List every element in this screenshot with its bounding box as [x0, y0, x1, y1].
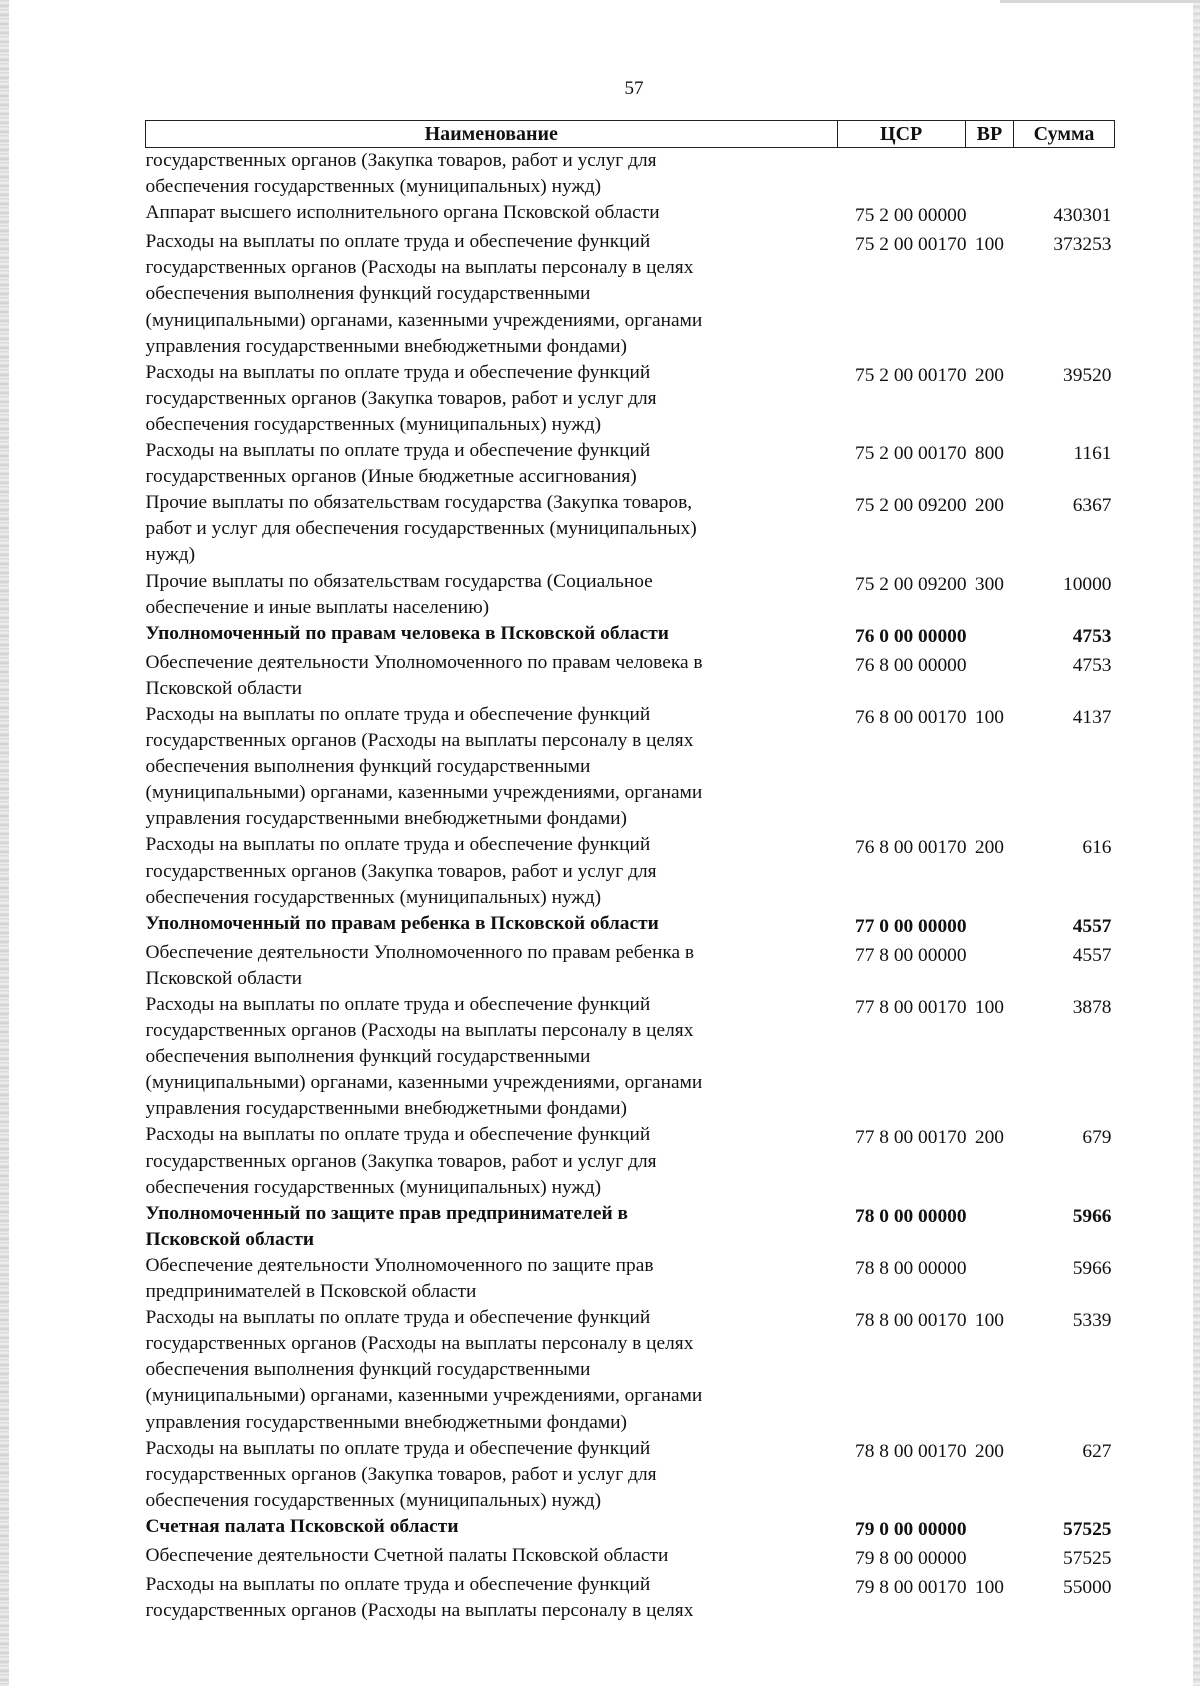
- table-row: [146, 360, 1115, 438]
- cell-sum: 3878: [1072, 997, 1112, 1018]
- cell-name-line: обеспечения государственных (муниципальных) нужд): [145, 886, 602, 908]
- cell-name-line: Расходы на выплаты по оплате труда и обеспечение функций: [145, 1437, 651, 1459]
- cell-sum: 5966: [1072, 1205, 1112, 1227]
- cell-name-line: Расходы на выплаты по оплате труда и обеспечение функций: [145, 994, 651, 1015]
- cell-name-line: (муниципальными) органами, казенными учреждениями, органами: [145, 1385, 703, 1407]
- cell-csr: 79 0 00 00000: [855, 1518, 967, 1540]
- cell-name: [146, 200, 838, 229]
- cell-name-line: Уполномоченный по защите прав предпринимателей в: [145, 1202, 628, 1224]
- scan-edge-right: [1193, 0, 1200, 1686]
- cell-name-line: нужд): [145, 544, 196, 566]
- table-row: [146, 940, 1115, 992]
- cell-name: [146, 1543, 838, 1572]
- cell-csr: 77 8 00 00000: [855, 944, 967, 966]
- cell-csr: 75 2 00 00170: [855, 234, 967, 256]
- cell-name: [146, 360, 838, 438]
- cell-name-line: Аппарат высшего исполнительного органа Псковской области: [145, 202, 660, 224]
- cell-name-line: государственных органов (Расходы на выплаты персоналу в целях: [145, 1600, 694, 1622]
- budget-table: [145, 120, 1115, 1624]
- cell-csr: 77 8 00 00170: [855, 997, 967, 1018]
- cell-name-line: Обеспечение деятельности Уполномоченного по правам человека в: [145, 651, 703, 673]
- cell-name-line: Уполномоченный по правам человека в Псковской области: [145, 622, 669, 644]
- cell-csr: 75 2 00 00170: [855, 364, 967, 386]
- cell-vr: [965, 1514, 1013, 1543]
- page-number: 57: [624, 78, 644, 99]
- cell-sum: 5966: [1072, 1257, 1112, 1279]
- cell-vr: [965, 1253, 1013, 1305]
- cell-name-line: Расходы на выплаты по оплате труда и обеспечение функций: [145, 834, 651, 856]
- cell-csr: 78 0 00 00000: [855, 1205, 967, 1227]
- cell-vr: 100: [974, 1310, 1004, 1332]
- cell-csr: 76 8 00 00170: [855, 837, 967, 859]
- cell-sum: 4557: [1072, 915, 1112, 937]
- header-csr: ЦСР: [837, 121, 965, 148]
- cell-vr: [965, 650, 1013, 702]
- cell-name-line: Расходы на выплаты по оплате труда и обеспечение функций: [145, 1124, 651, 1146]
- cell-name-line: управления государственными внебюджетными фондами): [145, 808, 627, 830]
- cell-name: [146, 1305, 838, 1435]
- cell-name-line: обеспечения государственных (муниципальных) нужд): [145, 1176, 602, 1198]
- cell-name: [146, 702, 838, 832]
- table-row: [146, 702, 1115, 832]
- cell-name: [146, 1122, 838, 1200]
- cell-vr: [965, 911, 1013, 940]
- table-section-row: [146, 1514, 1115, 1543]
- header-name: Наименование: [146, 121, 838, 148]
- scan-edge-left: [0, 0, 9, 1686]
- table-row: [146, 569, 1115, 621]
- cell-vr: 100: [974, 706, 1004, 728]
- cell-csr: 78 8 00 00170: [855, 1440, 967, 1462]
- cell-vr: [965, 1201, 1013, 1253]
- cell-name: [146, 438, 838, 490]
- cell-csr: 75 2 00 00000: [855, 205, 967, 227]
- cell-name-line: управления государственными внебюджетными фондами): [145, 1411, 627, 1433]
- cell-name-line: государственных органов (Закупка товаров, работ и услуг для: [145, 150, 657, 171]
- cell-sum: 679: [1082, 1127, 1112, 1149]
- cell-name: [146, 621, 838, 650]
- cell-csr: 79 8 00 00000: [855, 1547, 967, 1569]
- cell-csr: 78 8 00 00170: [855, 1310, 967, 1332]
- cell-name: [146, 832, 838, 910]
- cell-sum: 55000: [1063, 1577, 1112, 1599]
- cell-name-line: государственных органов (Расходы на выплаты персоналу в целях: [145, 257, 694, 279]
- cell-name-line: Обеспечение деятельности Счетной палаты Псковской области: [145, 1544, 669, 1566]
- cell-name-line: Расходы на выплаты по оплате труда и обеспечение функций: [145, 231, 651, 253]
- cell-name: [146, 940, 838, 992]
- cell-name: [146, 911, 838, 940]
- cell-name-line: государственных органов (Расходы на выплаты персоналу в целях: [145, 730, 694, 752]
- cell-sum: 10000: [1063, 573, 1112, 595]
- table-row: [146, 490, 1115, 568]
- cell-name-line: Расходы на выплаты по оплате труда и обеспечение функций: [145, 703, 651, 725]
- cell-name-line: Счетная палата Псковской области: [145, 1515, 459, 1537]
- cell-name: [146, 1253, 838, 1305]
- cell-vr: [965, 1543, 1013, 1572]
- cell-name-line: работ и услуг для обеспечения государственных (муниципальных): [145, 518, 697, 540]
- cell-vr: 200: [974, 837, 1004, 859]
- table-row: [146, 1543, 1115, 1572]
- cell-vr: [965, 621, 1013, 650]
- cell-name-line: обеспечения выполнения функций государственными: [145, 756, 591, 778]
- cell-name-line: государственных органов (Закупка товаров, работ и услуг для: [145, 1150, 657, 1172]
- cell-name-line: государственных органов (Расходы на выплаты персоналу в целях: [145, 1333, 694, 1355]
- cell-name-line: Псковской области: [145, 677, 303, 699]
- header-vr: ВР: [965, 121, 1013, 148]
- table-section-row: [146, 911, 1115, 940]
- cell-vr: 200: [974, 364, 1004, 386]
- table-body: [146, 148, 1115, 1625]
- table-row: [146, 438, 1115, 490]
- table-header-row: [146, 121, 1115, 148]
- cell-vr: 200: [974, 1440, 1004, 1462]
- cell-sum: 1161: [1073, 443, 1112, 465]
- cell-name-line: государственных органов (Расходы на выплаты персоналу в целях: [145, 1020, 694, 1042]
- cell-name-line: управления государственными внебюджетными фондами): [145, 1098, 627, 1120]
- table-row: [146, 1253, 1115, 1305]
- cell-sum: 6367: [1072, 495, 1112, 517]
- table-row: [146, 148, 1115, 201]
- cell-csr: 77 0 00 00000: [855, 915, 967, 937]
- cell-vr: 800: [974, 443, 1004, 465]
- cell-name-line: (муниципальными) органами, казенными учреждениями, органами: [145, 309, 703, 331]
- cell-sum: 616: [1082, 837, 1112, 859]
- cell-sum: 4753: [1072, 654, 1112, 676]
- cell-sum: 57525: [1063, 1547, 1112, 1569]
- cell-name-line: обеспечения выполнения функций государственными: [145, 1359, 591, 1381]
- cell-csr: 76 8 00 00000: [855, 654, 967, 676]
- table-row: [146, 1436, 1115, 1514]
- cell-name-line: государственных органов (Закупка товаров, работ и услуг для: [145, 860, 657, 882]
- cell-vr: 100: [974, 234, 1004, 256]
- cell-vr: [965, 148, 1013, 201]
- cell-name-line: государственных органов (Иные бюджетные ассигнования): [145, 466, 637, 488]
- cell-sum: 430301: [1053, 205, 1112, 227]
- cell-name-line: обеспечения государственных (муниципальных) нужд): [145, 413, 602, 435]
- table-row: [146, 650, 1115, 702]
- cell-vr: [965, 940, 1013, 992]
- cell-name-line: Прочие выплаты по обязательствам государства (Социальное: [145, 570, 653, 592]
- cell-name: [146, 148, 838, 201]
- cell-name-line: государственных органов (Закупка товаров, работ и услуг для: [145, 1463, 657, 1485]
- cell-name: [146, 1201, 838, 1253]
- cell-name-line: (муниципальными) органами, казенными учреждениями, органами: [145, 782, 703, 804]
- cell-sum: [1014, 148, 1115, 201]
- cell-name: [146, 992, 838, 1122]
- cell-name: [146, 490, 838, 568]
- cell-sum: 4557: [1072, 944, 1112, 966]
- cell-name-line: государственных органов (Закупка товаров, работ и услуг для: [145, 387, 657, 409]
- cell-name: [146, 1514, 838, 1543]
- table-row: [146, 1122, 1115, 1200]
- cell-csr: 77 8 00 00170: [855, 1127, 967, 1149]
- cell-name-line: Расходы на выплаты по оплате труда и обеспечение функций: [145, 440, 651, 462]
- cell-sum: 4753: [1072, 625, 1112, 647]
- table-row: [146, 1572, 1115, 1624]
- cell-csr: 76 0 00 00000: [855, 625, 967, 647]
- cell-csr: 78 8 00 00000: [855, 1257, 967, 1279]
- cell-csr: 79 8 00 00170: [855, 1577, 967, 1599]
- cell-name: [146, 1436, 838, 1514]
- table-row: [146, 229, 1115, 359]
- cell-name-line: управления государственными внебюджетными фондами): [145, 335, 627, 357]
- cell-csr: [837, 148, 965, 201]
- table-section-row: [146, 1201, 1115, 1253]
- cell-name-line: обеспечения выполнения функций государственными: [145, 283, 591, 305]
- table-row: [146, 1305, 1115, 1435]
- cell-name-line: Обеспечение деятельности Уполномоченного по правам ребенка в: [145, 941, 695, 963]
- cell-sum: 627: [1082, 1440, 1112, 1462]
- cell-sum: 5339: [1072, 1310, 1112, 1332]
- scan-edge-top: [1000, 0, 1200, 3]
- header-sum: Сумма: [1014, 121, 1115, 148]
- cell-name-line: обеспечение и иные выплаты населению): [145, 596, 490, 618]
- cell-name-line: Расходы на выплаты по оплате труда и обеспечение функций: [145, 361, 651, 383]
- cell-vr: 200: [974, 495, 1004, 517]
- cell-name-line: обеспечения государственных (муниципальных) нужд): [145, 176, 602, 198]
- cell-name-line: Уполномоченный по правам ребенка в Псковской области: [145, 912, 659, 934]
- cell-name-line: Расходы на выплаты по оплате труда и обеспечение функций: [145, 1307, 651, 1329]
- cell-csr: 75 2 00 00170: [855, 443, 967, 465]
- cell-name-line: предпринимателей в Псковской области: [145, 1281, 477, 1303]
- cell-name: [146, 1572, 838, 1624]
- table-row: [146, 992, 1115, 1122]
- cell-name-line: Псковской области: [145, 967, 303, 989]
- table-section-row: [146, 621, 1115, 650]
- cell-sum: 39520: [1063, 364, 1112, 386]
- cell-vr: 300: [974, 573, 1004, 595]
- cell-name-line: Псковской области: [145, 1228, 315, 1250]
- cell-csr: 76 8 00 00170: [855, 706, 967, 728]
- cell-name-line: обеспечения выполнения функций государственными: [145, 1046, 591, 1068]
- cell-sum: 57525: [1063, 1518, 1112, 1540]
- cell-name-line: Обеспечение деятельности Уполномоченного по защите прав: [145, 1254, 654, 1276]
- cell-vr: 200: [974, 1127, 1004, 1149]
- cell-vr: 100: [974, 997, 1004, 1018]
- cell-name-line: обеспечения государственных (муниципальных) нужд): [145, 1489, 602, 1511]
- cell-sum: 373253: [1053, 234, 1112, 256]
- cell-sum: 4137: [1072, 706, 1112, 728]
- table-row: [146, 200, 1115, 229]
- cell-vr: 100: [974, 1577, 1004, 1599]
- cell-name-line: (муниципальными) органами, казенными учреждениями, органами: [145, 1072, 703, 1094]
- cell-name: [146, 569, 838, 621]
- cell-name: [146, 650, 838, 702]
- table-row: [146, 832, 1115, 910]
- cell-csr: 75 2 00 09200: [855, 495, 967, 517]
- cell-name: [146, 229, 838, 359]
- cell-name-line: Расходы на выплаты по оплате труда и обеспечение функций: [145, 1574, 651, 1596]
- cell-vr: [965, 200, 1013, 229]
- cell-csr: 75 2 00 09200: [855, 573, 967, 595]
- cell-name-line: Прочие выплаты по обязательствам государства (Закупка товаров,: [145, 492, 693, 514]
